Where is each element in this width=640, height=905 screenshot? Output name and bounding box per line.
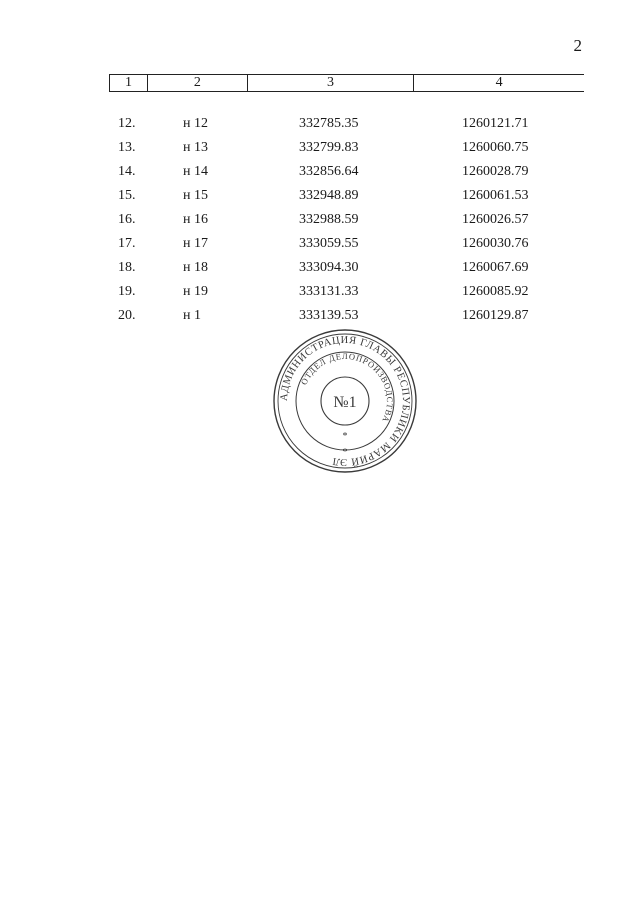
point-name: н 18 xyxy=(183,260,208,275)
x-coordinate: 333139.53 xyxy=(299,308,359,323)
seal-star-top: * xyxy=(342,431,348,442)
table-row xyxy=(109,208,584,232)
row-index: 12. xyxy=(118,116,136,131)
x-coordinate: 332856.64 xyxy=(299,164,359,179)
table-header xyxy=(109,74,584,92)
header-column-2: 2 xyxy=(148,75,248,91)
y-coordinate: 1260061.53 xyxy=(462,188,529,203)
row-index: 16. xyxy=(118,212,136,227)
y-coordinate: 1260129.87 xyxy=(462,308,529,323)
table-row xyxy=(109,232,584,256)
table-row xyxy=(109,256,584,280)
row-index: 15. xyxy=(118,188,136,203)
table-row xyxy=(109,112,584,136)
seal-star-bottom: * xyxy=(342,447,348,458)
y-coordinate: 1260060.75 xyxy=(462,140,529,155)
point-name: н 15 xyxy=(183,188,208,203)
y-coordinate: 1260085.92 xyxy=(462,284,529,299)
point-name: н 19 xyxy=(183,284,208,299)
row-index: 18. xyxy=(118,260,136,275)
table-row xyxy=(109,184,584,208)
point-name: н 14 xyxy=(183,164,208,179)
y-coordinate: 1260026.57 xyxy=(462,212,529,227)
x-coordinate: 332948.89 xyxy=(299,188,359,203)
x-coordinate: 333131.33 xyxy=(299,284,359,299)
point-name: н 12 xyxy=(183,116,208,131)
header-column-1: 1 xyxy=(110,75,148,91)
seal-center-text: №1 xyxy=(333,394,357,411)
row-index: 14. xyxy=(118,164,136,179)
header-column-3: 3 xyxy=(248,75,415,91)
table-row xyxy=(109,280,584,304)
y-coordinate: 1260028.79 xyxy=(462,164,529,179)
coordinates-table xyxy=(109,112,584,328)
row-index: 17. xyxy=(118,236,136,251)
row-index: 13. xyxy=(118,140,136,155)
table-row xyxy=(109,304,584,328)
x-coordinate: 332988.59 xyxy=(299,212,359,227)
seal-inner-text: ОТДЕЛ ДЕЛОПРОИЗВОДСТВА xyxy=(298,350,396,425)
y-coordinate: 1260121.71 xyxy=(462,116,529,131)
point-name: н 16 xyxy=(183,212,208,227)
point-name: н 1 xyxy=(183,308,201,323)
x-coordinate: 332799.83 xyxy=(299,140,359,155)
table-row xyxy=(109,136,584,160)
point-name: н 13 xyxy=(183,140,208,155)
table-row xyxy=(109,160,584,184)
page-number: 2 xyxy=(573,36,582,55)
row-index: 19. xyxy=(118,284,136,299)
seal-outer-text: АДМИНИСТРАЦИЯ ГЛАВЫ РЕСПУБЛИКИ МАРИЙ ЭЛ xyxy=(278,334,412,468)
x-coordinate: 333059.55 xyxy=(299,236,359,251)
official-seal xyxy=(271,327,419,475)
row-index: 20. xyxy=(118,308,136,323)
point-name: н 17 xyxy=(183,236,208,251)
y-coordinate: 1260030.76 xyxy=(462,236,529,251)
y-coordinate: 1260067.69 xyxy=(462,260,529,275)
x-coordinate: 332785.35 xyxy=(299,116,359,131)
x-coordinate: 333094.30 xyxy=(299,260,359,275)
header-column-4: 4 xyxy=(495,75,503,90)
